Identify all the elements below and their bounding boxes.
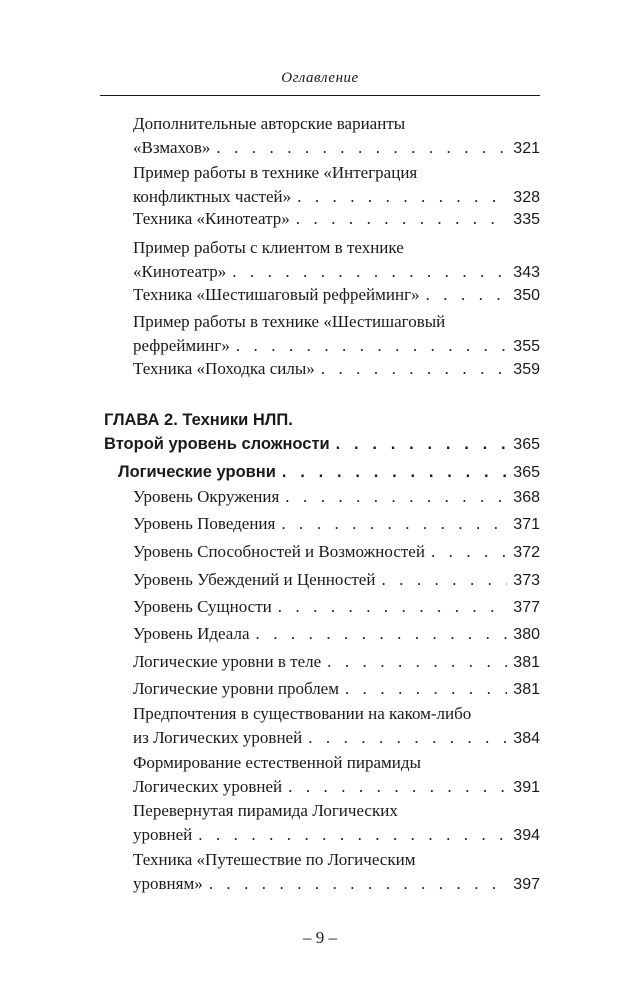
toc-line	[133, 207, 540, 232]
toc-entry-title: Логические уровни проблем	[133, 679, 339, 698]
toc-line	[118, 460, 540, 485]
toc-entry	[133, 161, 540, 210]
toc-entry-title: Техника «Кинотеатр»	[133, 209, 290, 228]
toc-page-number: 377	[513, 599, 540, 616]
toc-entry-title: Уровень Убеждений и Ценностей	[133, 570, 376, 589]
running-head: Оглавление	[281, 70, 359, 86]
toc-line	[133, 650, 540, 675]
dot-leader	[285, 485, 507, 509]
toc-entry	[133, 540, 540, 565]
toc-page-number: 394	[513, 827, 540, 844]
toc-line	[133, 540, 540, 565]
toc-entry-title: «Кинотеатр»	[133, 262, 227, 281]
toc-entry-title-line: Перевернутая пирамида Логических	[133, 801, 398, 820]
toc-page-number: 372	[513, 544, 540, 561]
dot-leader	[281, 512, 507, 536]
dot-leader	[297, 185, 507, 209]
toc-entry	[133, 622, 540, 647]
toc-page-number: 368	[513, 489, 540, 506]
toc-entry-title: Второй уровень сложности	[104, 435, 330, 453]
toc-entry-title: Техника «Походка силы»	[133, 359, 315, 378]
dot-leader	[209, 872, 508, 896]
toc-line	[133, 726, 540, 751]
page-number: – 9 –	[303, 928, 337, 947]
dot-leader	[282, 460, 507, 484]
toc-entry	[133, 702, 540, 751]
toc-entry-title: Логических уровней	[133, 777, 283, 796]
toc-page-number: 321	[513, 140, 540, 157]
toc-entry-title-line: Пример работы в технике «Шестишаговый	[133, 312, 446, 331]
toc-entry-title-line: Предпочтения в существовании на каком-либо	[133, 704, 472, 723]
toc-entry	[133, 568, 540, 593]
toc-entry-title-line: ГЛАВА 2. Техники НЛП.	[104, 411, 293, 429]
toc-page-number: 355	[513, 338, 540, 355]
toc-entry-title-line: Дополнительные авторские варианты	[133, 114, 406, 133]
toc-page-number: 397	[513, 876, 540, 893]
toc-entry	[133, 677, 540, 702]
dot-leader	[327, 650, 507, 674]
toc-entry	[133, 751, 540, 800]
dot-leader	[256, 622, 508, 646]
toc-entry-title: из Логических уровней	[133, 728, 303, 747]
dot-leader	[321, 357, 508, 381]
dot-leader	[232, 260, 507, 284]
toc-line	[133, 622, 540, 647]
toc-page-number: 365	[513, 436, 540, 453]
toc-section	[118, 460, 540, 485]
dot-leader	[288, 775, 507, 799]
toc-entry-title: рефрейминг»	[133, 336, 230, 355]
toc-line	[133, 260, 540, 285]
toc-entry-title: Техника «Шестишаговый рефрейминг»	[133, 285, 420, 304]
toc-entry-title: конфликтных частей»	[133, 187, 292, 206]
toc-entry	[133, 310, 540, 359]
toc-entry-title: Уровень Поведения	[133, 514, 276, 533]
toc-entry	[133, 207, 540, 232]
toc-page-number: 373	[513, 572, 540, 589]
toc-line	[133, 136, 540, 161]
toc-line	[133, 334, 540, 359]
dot-leader	[308, 726, 507, 750]
toc-line	[133, 485, 540, 510]
toc-entry	[133, 595, 540, 620]
toc-entry-title: Уровень Окружения	[133, 487, 280, 506]
toc-page-number: 380	[513, 626, 540, 643]
toc-entry-title-line: Пример работы с клиентом в технике	[133, 238, 404, 257]
toc-entry-title-line: Формирование естественной пирамиды	[133, 753, 421, 772]
toc-entry-title-line: Техника «Путешествие по Логическим	[133, 850, 416, 869]
toc-entry	[104, 408, 540, 457]
toc-entry-title-line: Пример работы в технике «Интеграция	[133, 163, 418, 182]
dot-leader	[345, 677, 507, 701]
toc-page-number: 381	[513, 681, 540, 698]
toc-line	[133, 568, 540, 593]
toc-page-number: 350	[513, 287, 540, 304]
dot-leader	[431, 540, 507, 564]
toc-entry-title: Уровень Сущности	[133, 597, 272, 616]
dot-leader	[336, 432, 508, 456]
toc-line	[133, 595, 540, 620]
toc-page-number: 343	[513, 264, 540, 281]
toc-page-number: 359	[513, 361, 540, 378]
toc-entry-title: уровней	[133, 825, 193, 844]
toc-entry	[133, 357, 540, 382]
toc-entry	[133, 283, 540, 308]
toc-page-number: 328	[513, 189, 540, 206]
toc-page-number: 381	[513, 654, 540, 671]
toc-page-number: 371	[513, 516, 540, 533]
toc-page-number: 335	[513, 211, 540, 228]
toc-line	[133, 283, 540, 308]
toc-line	[133, 823, 540, 848]
toc-line	[133, 775, 540, 800]
toc-line	[133, 357, 540, 382]
toc-page-number: 384	[513, 730, 540, 747]
dot-leader	[236, 334, 507, 358]
toc-line	[133, 512, 540, 537]
toc-entry	[133, 650, 540, 675]
toc-line	[104, 432, 540, 457]
toc-entry	[133, 512, 540, 537]
toc-entry-title: Уровень Идеала	[133, 624, 250, 643]
toc-line	[133, 677, 540, 702]
dot-leader	[381, 568, 507, 592]
toc-entry-title: уровням»	[133, 874, 203, 893]
dot-leader	[216, 136, 507, 160]
toc-entry	[133, 236, 540, 285]
toc-entry	[133, 485, 540, 510]
toc-entry-title: «Взмахов»	[133, 138, 211, 157]
toc-page-number: 391	[513, 779, 540, 796]
dot-leader	[426, 283, 508, 307]
toc-entry	[133, 799, 540, 848]
toc-entry	[133, 112, 540, 161]
toc-entry-title: Уровень Способностей и Возможностей	[133, 542, 425, 561]
toc-line	[133, 872, 540, 897]
toc-entry-title: Логические уровни в теле	[133, 652, 322, 671]
dot-leader	[198, 823, 507, 847]
toc-page-number: 365	[513, 464, 540, 481]
toc-entry	[133, 848, 540, 897]
toc-section-title: Логические уровни	[118, 463, 276, 481]
dot-leader	[296, 207, 508, 231]
dot-leader	[278, 595, 508, 619]
